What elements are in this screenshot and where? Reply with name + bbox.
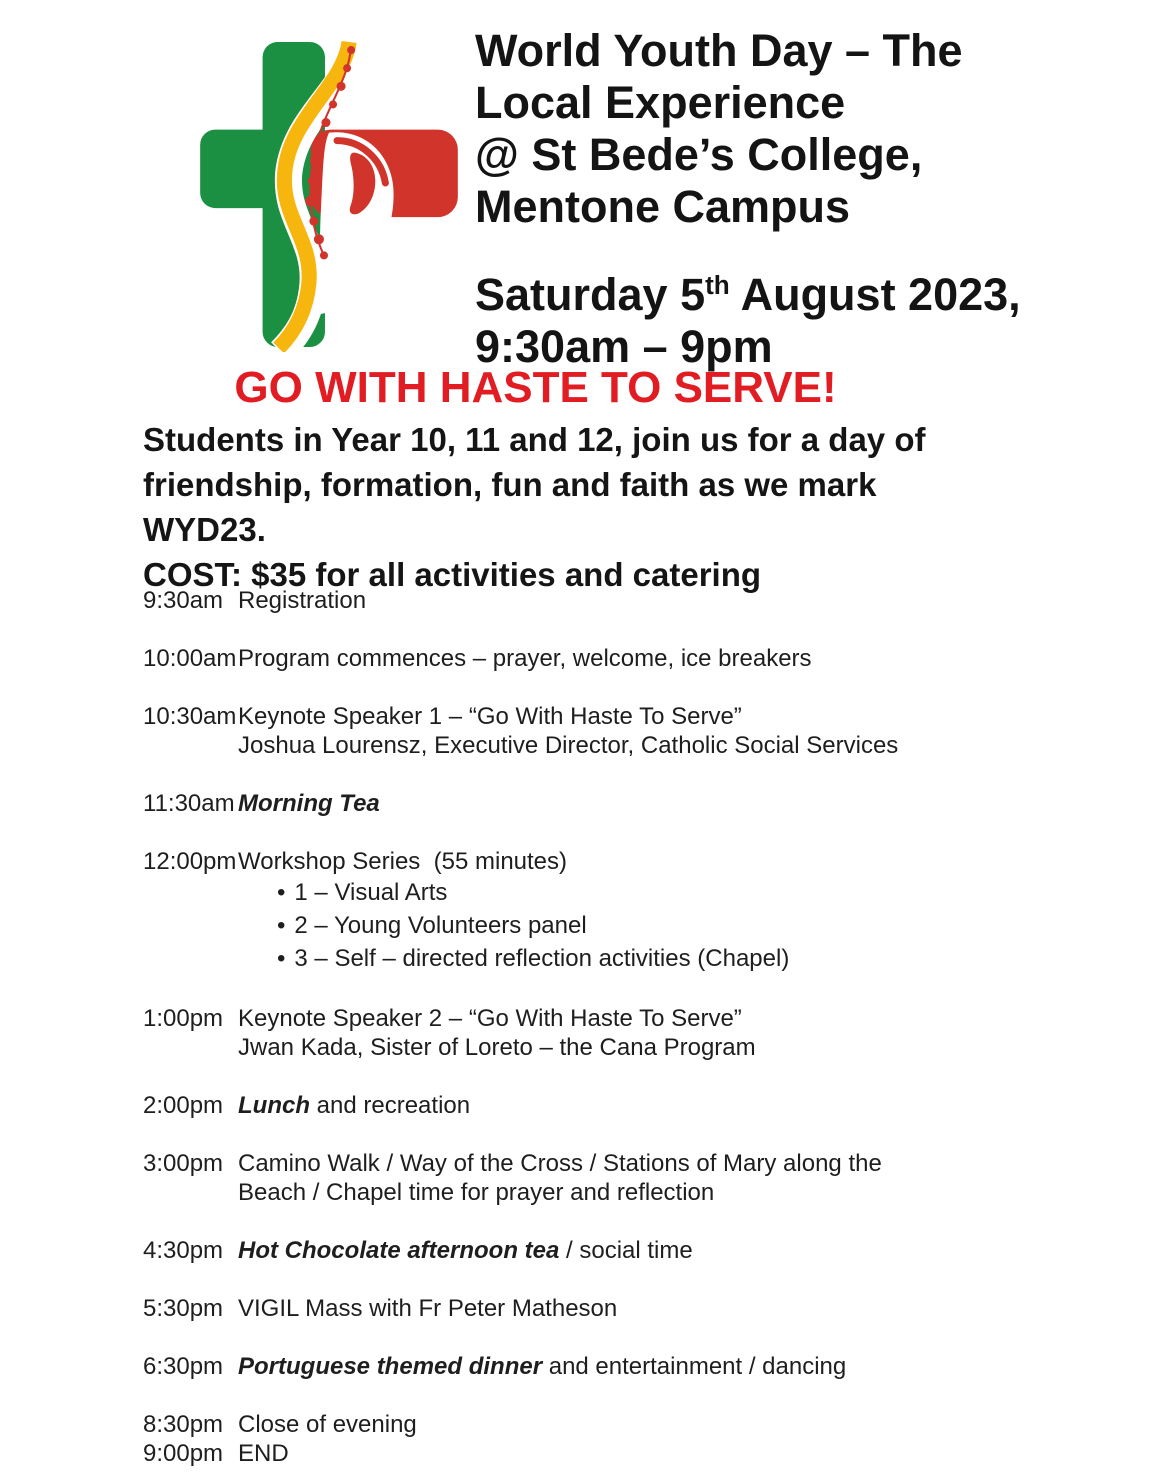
headline: GO WITH HASTE TO SERVE!	[234, 363, 837, 412]
schedule-time: 6:30pm	[143, 1353, 224, 1380]
schedule-time: 10:30am	[143, 703, 237, 730]
schedule-bullet-row	[143, 909, 1083, 942]
schedule-bullet-text	[294, 945, 789, 972]
emphasized-text: Portuguese themed dinner	[238, 1353, 543, 1380]
text-segment: Keynote Speaker 1 – “Go With Haste To Serve”	[238, 703, 742, 730]
schedule-item	[143, 586, 1083, 615]
schedule-list	[143, 586, 1083, 1484]
schedule-time: 5:30pm	[143, 1295, 224, 1322]
text-segment: Workshop Series (55 minutes)	[238, 848, 568, 875]
schedule-row	[143, 789, 1083, 818]
intro-line: friendship, formation, fun and faith as we mark	[143, 466, 877, 503]
schedule-description	[238, 1004, 1083, 1033]
schedule-time: 4:30pm	[143, 1237, 224, 1264]
schedule-description	[238, 731, 1083, 760]
date-block	[475, 269, 1085, 373]
event-date	[475, 269, 1085, 321]
schedule-time	[143, 1033, 238, 1062]
cost-line: COST: $35 for all activities and catering	[143, 556, 762, 593]
schedule-item	[143, 702, 1083, 760]
schedule-item	[143, 789, 1083, 818]
title-line: World Youth Day – The	[475, 25, 963, 76]
schedule-time: 9:00pm	[143, 1440, 224, 1467]
schedule-time: 2:00pm	[143, 1092, 224, 1119]
schedule-description	[238, 1178, 1083, 1207]
wyd-logo-icon	[198, 40, 460, 352]
schedule-description	[238, 586, 1083, 615]
text-segment: Program commences – prayer, welcome, ice breakers	[238, 645, 812, 672]
schedule-description	[238, 644, 1083, 673]
schedule-row	[143, 1439, 1083, 1468]
title-line: @ St Bede’s College,	[475, 129, 923, 180]
title-line: Mentone Campus	[475, 181, 851, 232]
event-title	[475, 25, 1085, 233]
schedule-row	[143, 1033, 1083, 1062]
schedule-time	[143, 1178, 238, 1207]
emphasized-text: Hot Chocolate afternoon tea	[238, 1237, 560, 1264]
text-segment: Beach / Chapel time for prayer and reflection	[238, 1179, 715, 1206]
intro-line: WYD23.	[143, 511, 266, 548]
schedule-time: 8:30pm	[143, 1411, 224, 1438]
schedule-description	[238, 1410, 1083, 1439]
schedule-item	[143, 1004, 1083, 1062]
schedule-time: 1:00pm	[143, 1005, 224, 1032]
event-date-ordinal: th	[705, 270, 730, 300]
schedule-row	[143, 1149, 1083, 1178]
schedule-item	[143, 1352, 1083, 1381]
schedule-row	[143, 644, 1083, 673]
text-segment: 2 – Young Volunteers panel	[294, 912, 587, 939]
schedule-row	[143, 1352, 1083, 1381]
schedule-time: 10:00am	[143, 645, 237, 672]
schedule-description	[238, 702, 1083, 731]
text-segment: 1 – Visual Arts	[294, 879, 448, 906]
text-segment: VIGIL Mass with Fr Peter Matheson	[238, 1295, 618, 1322]
text-segment: Registration	[238, 587, 367, 614]
text-segment: END	[238, 1440, 289, 1467]
schedule-time: 12:00pm	[143, 848, 237, 875]
title-line: Local Experience	[475, 77, 846, 128]
schedule-row	[143, 702, 1083, 731]
text-segment: and recreation	[310, 1092, 471, 1119]
intro-block	[143, 417, 1063, 597]
schedule-row	[143, 1091, 1083, 1120]
schedule-time: 3:00pm	[143, 1150, 224, 1177]
schedule-description	[238, 1091, 1083, 1120]
text-segment: / social time	[559, 1237, 693, 1264]
schedule-time: 9:30am	[143, 587, 224, 614]
schedule-description	[238, 1236, 1083, 1265]
event-date-text-2: August 2023,	[729, 269, 1021, 320]
schedule-description	[238, 789, 1083, 818]
title-block	[475, 25, 1085, 373]
bullet-icon: •	[277, 879, 286, 906]
schedule-item	[143, 1410, 1083, 1439]
schedule-item	[143, 1294, 1083, 1323]
text-segment: Camino Walk / Way of the Cross / Stations of Mary along the	[238, 1150, 882, 1177]
event-date-text: Saturday 5	[475, 269, 706, 320]
bullet-icon: •	[277, 945, 286, 972]
schedule-row	[143, 847, 1083, 876]
schedule-item	[143, 1236, 1083, 1265]
schedule-bullet-row	[143, 942, 1083, 975]
schedule-row	[143, 1410, 1083, 1439]
schedule-item	[143, 1149, 1083, 1207]
schedule-time	[143, 731, 238, 760]
schedule-item	[143, 1439, 1083, 1468]
emphasized-text: Morning Tea	[238, 790, 380, 817]
text-segment: and entertainment / dancing	[542, 1353, 847, 1380]
schedule-bullet-row	[143, 876, 1083, 909]
schedule-row	[143, 731, 1083, 760]
event-time-range: 9:30am – 9pm	[475, 321, 773, 372]
schedule-bullet-text	[294, 879, 447, 906]
schedule-description	[238, 1033, 1083, 1062]
schedule-description	[238, 1352, 1083, 1381]
schedule-row	[143, 1004, 1083, 1033]
schedule-description	[238, 1439, 1083, 1468]
schedule-item	[143, 644, 1083, 673]
intro-line: Students in Year 10, 11 and 12, join us for a day of	[143, 421, 926, 458]
text-segment: Joshua Lourensz, Executive Director, Catholic Social Services	[238, 732, 899, 759]
bullet-icon: •	[277, 912, 286, 939]
text-segment: Jwan Kada, Sister of Loreto – the Cana Program	[238, 1034, 756, 1061]
schedule-time: 11:30am	[143, 790, 235, 817]
schedule-row	[143, 1178, 1083, 1207]
schedule-item	[143, 1091, 1083, 1120]
schedule-item	[143, 847, 1083, 975]
schedule-description	[238, 1294, 1083, 1323]
schedule-row	[143, 1236, 1083, 1265]
schedule-row	[143, 1294, 1083, 1323]
text-segment: Close of evening	[238, 1411, 417, 1438]
schedule-row	[143, 586, 1083, 615]
intro-paragraph	[143, 417, 1063, 552]
schedule-bullet-text	[294, 912, 586, 939]
emphasized-text: Lunch	[238, 1092, 310, 1119]
schedule-description	[238, 847, 1083, 876]
text-segment: Keynote Speaker 2 – “Go With Haste To Serve”	[238, 1005, 742, 1032]
schedule-description	[238, 1149, 1083, 1178]
text-segment: 3 – Self – directed reflection activities (Chapel)	[294, 945, 790, 972]
